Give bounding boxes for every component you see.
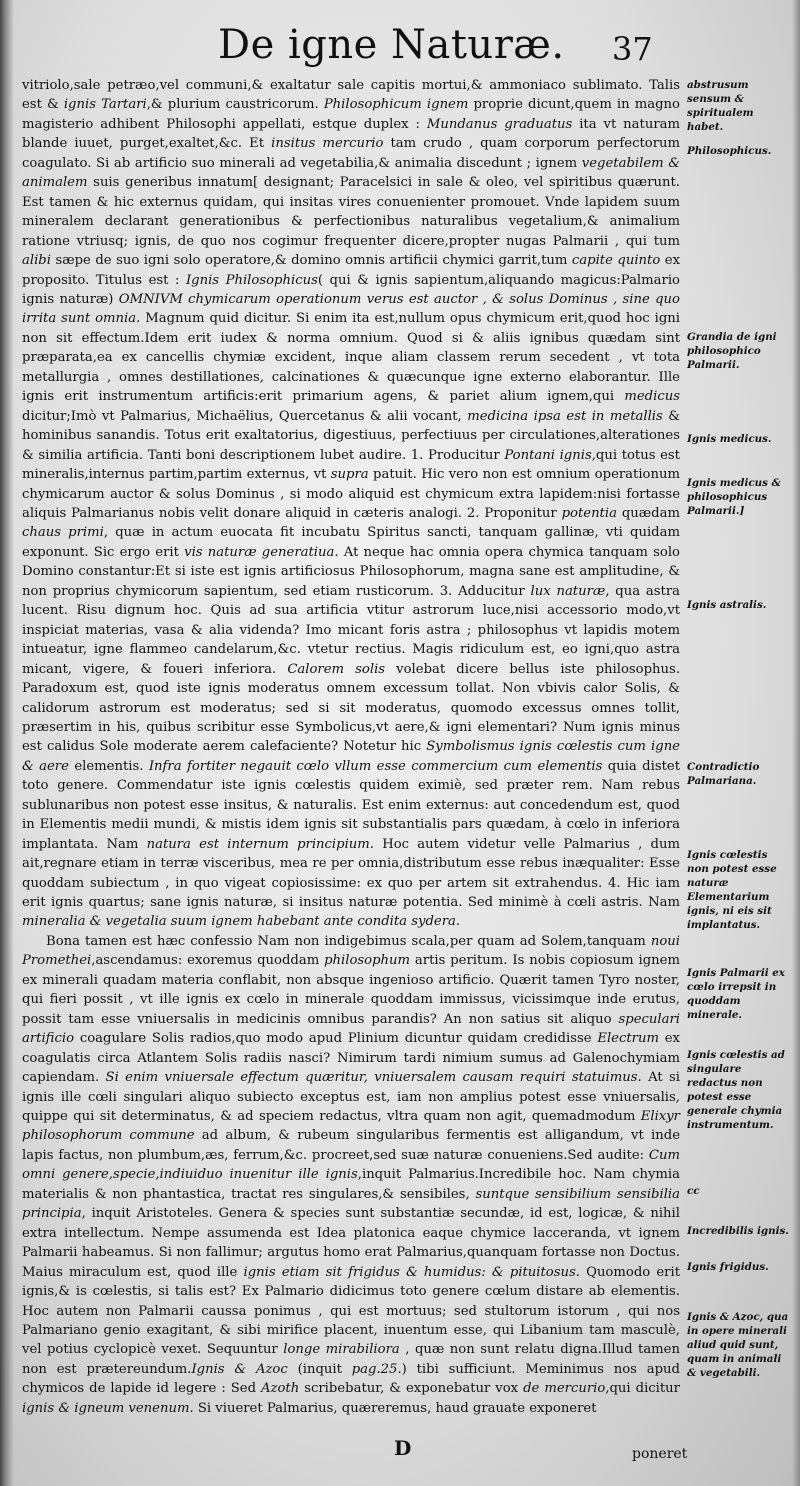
text-run: Bona tamen est hæc confessio Nam non indigebimus scala,per quam ad Solem,tanquam — [46, 933, 651, 949]
italic-run: Azoth — [261, 1381, 300, 1397]
text-run: ( qui & ignis sapientum,aliquando magicus:Palmario ignis naturæ) — [22, 272, 680, 307]
italic-run: Infra fortiter negauit cœlo vllum esse commercium cum elementis — [148, 758, 603, 774]
italic-run: suntque sensibilium sensibilia principia — [22, 1186, 680, 1222]
margin-note-contradictio: Contradictio Palmariana. — [687, 761, 760, 787]
text-run: ,inquit Palmarius.Incredibile hoc. Nam chymia materialis & non phantastica, tractat res singulares,& sensibiles, — [22, 1167, 680, 1202]
margin-note-ignis-astralis: Ignis astralis. — [687, 599, 767, 611]
italic-run: Mundanus graduatus — [426, 116, 573, 132]
text-run: , quæ in actum euocata fit incubatu Spiritus sancti, tanquam gallinæ, vti quidam exponunt. Sic ergo erit — [22, 525, 680, 560]
italic-run: ignis Tartari — [63, 97, 147, 113]
text-run: ,ascendamus: exoremus quoddam — [91, 953, 325, 969]
text-run: ,qui dicitur — [605, 1381, 680, 1397]
text-run: volebat dicere bellus iste philosophus. Paradoxum est, quod iste ignis moderatus omnem excessum tollat. Non vbivis calor Solis, & calidorum astrorum est moderatus; sed si sit moderatus, quomodo excessus omnes tollit, præsertim in his, quibus scribitur esse Symbolicus,vt aere,& igni elementari? Num ignis minus est calidus Sole moderate aerem calefaciente? Notetur hic — [22, 661, 681, 755]
italic-run: medicina ipsa est in metallis — [467, 408, 663, 424]
margin-note-incredibilis: Incredibilis ignis. — [687, 1225, 789, 1237]
italic-run: Philosophicum ignem — [323, 97, 469, 113]
text-run: Si viueret Palmarius, quæreremus, haud grauate exponeret — [193, 1400, 597, 1416]
margin-note-medicus-philosophicus: Ignis medicus & philosophicus Palmarii.] — [687, 477, 781, 517]
italic-run: philosophum — [324, 953, 411, 969]
binding-shadow — [0, 0, 14, 1486]
text-run: vitriolo,sale petræo,vel communi,& exaltatur sale capitis mortui,& ammoniaco sublimato. Talis est & — [22, 78, 680, 113]
italic-run: potentia — [561, 505, 617, 521]
margin-note-abstrusum: abstrusum sensum & spiritualem habet. — [687, 79, 754, 133]
text-run: (inquit — [287, 1361, 352, 1377]
margin-note-philosophicus: Philosophicus. — [687, 145, 772, 157]
text-run: Magnum quid dicitur. Si enim ita est,nullum opus chymicum erit,quod hoc igni non sit effectum.Idem erit iudex & norma omnium. Quod si & aliis ignibus quædam sint præparata,ea ex cancellis chymiæ excident, inque aliam classem rerum secedent , vt tota metallurgia , omnes destillationes, calcinationes & quæcunque igne externo elaborantur. Ille ignis erit instrumentum artificis:erit primarium agens, & pariet alium ignem,qui — [22, 311, 680, 405]
italic-run: Ignis & Azoc — [191, 1361, 288, 1377]
margin-note-ignis-medicus: Ignis medicus. — [687, 433, 772, 445]
margin-note-ignis-coelestis: Ignis cœlestis non potest esse naturæ Elementarium ignis, ni eis sit implantatus. — [687, 849, 777, 931]
italic-run: medicus — [624, 389, 680, 405]
italic-run: longe mirabiliora — [283, 1342, 400, 1358]
italic-run: Calorem solis — [287, 661, 386, 677]
text-run: Hoc autem videtur velle Palmarius , dum ait,regnare etiam in terræ visceribus, mea re per omnia,distributum esse rebus inæqualiter: Esse quoddam subiectum , in quo vigeat copiosissime: ex quo per artem sit extrahendus. 4. Hic iam erit ignis quartus; sane ignis naturæ, si insitus naturæ potentia. Sed minimè à cœli astris. Nam — [22, 836, 680, 911]
text-run: ,& plurium caustricorum. — [146, 97, 324, 113]
text-run: patuit. Hic vero non est omnium operationum chymicarum auctor & solus Dominus , si modo aliquid est chymicum extra lapidem:nisi fortasse aliquis Palmarianus nobis velit donare aliquid in cæteris analogi. 2. Proponitur — [22, 467, 680, 521]
italic-run: natura est internum principium. — [146, 836, 374, 852]
text-run: ad album, & rubeum singularibus fermentis est alligandum, vt inde lapis factus, non plumbum,æs, ferrum,&c. procreet,sed suæ naturæ conueniens.Sed audite: — [22, 1128, 680, 1163]
margin-note-cc: cc — [687, 1185, 700, 1197]
text-run: coagulare Solis radios,quo modo apud Plinium dicuntur quidam credidisse — [74, 1031, 598, 1047]
margin-note-ignis-palmarii: Ignis Palmarii ex cœlo irrepsit in quoddam minerale. — [687, 967, 785, 1021]
italic-run: OMNIVM chymicarum operationum verus est auctor , & solus Dominus , sine quo irrita sunt omnia. — [22, 291, 680, 327]
margin-note-azoc: Ignis & Azoc, qua in opere minerali aliud quid sunt, quam in animali & vegetabili. — [687, 1311, 789, 1379]
text-run: tam crudo , quam corporum perfectorum coagulato. Si ab artificio suo minerali ad vegetabilia,& animalia discedunt ; ignem — [22, 136, 681, 171]
italic-run: Ignis Philosophicus — [185, 272, 318, 288]
text-run: ex coagulatis circa Atlantem Solis radiis nasci? Nimirum tardi nimium sumus ad Galenochymiam capiendam. — [22, 1031, 680, 1086]
italic-run: Cum omni genere,specie,indiuiduo inuenitur ille ignis — [22, 1147, 680, 1183]
text-run: suis generibus innatum[ designant; Paracelsici in sale & oleo, vel spiritibus quærunt. Est tamen & hic externus quidam, qui insitas vires conuenienter promouet. Vnde lapidem suum mineralem declarant generationibus & perfectionibus naturalibus vegetalium,& animalium ratione vtriusq; ignis, de quo nos cogimur frequenter dicere,propter nugas Palmarii , qui tum — [22, 175, 680, 249]
italic-run: lux naturæ — [530, 583, 606, 599]
italic-run: noui Promethei — [22, 933, 680, 969]
text-run: dicitur;Imò vt Palmarius, Michaëlius, Quercetanus & alii vocant, — [22, 408, 468, 424]
text-run: proprie dicunt,quem in magno magisterio adhibent Philosophi appellati, estque duplex : — [22, 97, 680, 132]
text-run: & hominibus sanandis. Totus erit exaltatorius, digestiuus, perfectiuus per circulationes,alterationes & similia artificia. Tanti boni descriptionem lubet audire. 1. Producitur — [22, 408, 681, 463]
text-run: , quæ non sunt relatu digna.Illud tamen non est prætereundum. — [22, 1342, 680, 1377]
italic-run: insitus mercurio — [271, 136, 384, 152]
italic-run: mineralia & vegetalia suum ignem habebant ante condita sydera. — [22, 914, 461, 930]
page-edge-shadow — [792, 0, 800, 1486]
running-title: De igne Naturæ. — [218, 22, 565, 68]
text-run: At neque hac omnia opera chymica tanquam solo Domino constantur:Et si iste est ignis artificiosus Philosophorum, magna sane est amplitudine, & non proprius chymicorum sapientum, sed etiam rusticorum. 3. Adducitur — [22, 544, 680, 599]
italic-run: alibi — [22, 253, 51, 269]
italic-run: Pontani ignis — [504, 447, 592, 463]
italic-run: vis naturæ generatiua. — [184, 544, 339, 560]
text-run: elementis. — [68, 758, 149, 774]
italic-run: supra — [330, 467, 369, 483]
catchword: poneret — [632, 1446, 688, 1462]
margin-note-frigidus: Ignis frigidus. — [687, 1261, 769, 1273]
italic-run: vegetabilem & animalem — [22, 155, 681, 191]
paragraph-1 — [22, 76, 680, 932]
text-run: scribebatur, & exponebatur vox — [299, 1381, 524, 1397]
margin-note-grandia: Grandia de igni philosophico Palmarii. — [687, 331, 777, 371]
italic-run: de mercurio — [523, 1381, 606, 1397]
italic-run: pag.25. — [351, 1361, 402, 1377]
signature-mark: D — [394, 1436, 412, 1460]
text-run: At si ignis ille cœli singulari aliquo subiecto exceptus est, iam non amplius potest esse vniuersalis, quippe qui sit determinatus, & ad speciem redactus, vltra quam non agit, quemadmodum — [22, 1070, 680, 1125]
italic-run: Elixyr philosophorum commune — [22, 1109, 680, 1144]
text-run: quia distet toto genere. Commendatur iste ignis cœlestis quidem eximiè, sed præter rem. Nam rebus sublunaribus non potest esse insitus, & naturalis. Est enim externus: aut concedendum est, quod in Elementis medii mundi, & mistis idem ignis sit substantialis pars quædam, à cœlo in inferiora implantata. Nam — [22, 758, 680, 852]
text-run: quædam — [616, 505, 680, 521]
italic-run: Symbolismus ignis cœlestis cum igne & aere — [22, 739, 680, 774]
text-run: sæpe de suo igni solo operatore,& domino omnis artificii chymici garrit,tum — [50, 253, 572, 269]
text-run: Quomodo erit ignis,& is cœlestis, si talis est? Ex Palmario didicimus toto genere cœlum distare ab elementis. Hoc autem non Palmarii caussa ponimus , qui est mortuus; sed stultorum istorum , qui nos Palmariano genio exagitant, & sibi mirifice placent, inuentum esse, qui Libanium tam masculè, vel potius cyclopicè vexet. Sequuntur — [22, 1264, 680, 1358]
italic-run: Si enim vniuersale effectum quæritur, vniuersalem causam requiri statuimus. — [105, 1070, 642, 1086]
italic-run: capite quinto — [571, 253, 661, 269]
text-run: ,qui totus est mineralis,internus partim,partim externus, vt — [22, 447, 680, 483]
text-run: ex proposito. Titulus est : — [22, 253, 681, 288]
italic-run: speculari artificio — [22, 1011, 680, 1047]
text-run: , inquit Aristoteles. Genera & species sunt substantiæ secundæ, id est, logicæ, & nihil extra intellectum. Nempe assumenda est Idea platonica eaque chymice lacceranda, vt ignem Palmarii habeamus. Si non fallimur; argutus homo erat Palmarius,quanquam fortasse non Doctus. Maius miraculum est, quod ille — [22, 1206, 680, 1280]
main-text — [22, 76, 680, 1418]
text-run: artis peritum. Is nobis copiosum ignem ex minerali quadam materia conflabit, non absque ingenioso artificio. Quærit tamen Tyro noster, qui fieri possit , vt ille ignis ex cœlo in minerale quoddam immissus, vicissimque inde erutus, possit tam esse vniuersalis in medicinis omnibus parandis? An non satius sit aliquo — [22, 953, 680, 1027]
text-run: ) tibi sufficiunt. Meminimus nos apud chymicos de lapide id legere : Sed — [22, 1361, 680, 1397]
page-number: 37 — [612, 30, 653, 68]
paragraph-2 — [22, 932, 680, 1418]
text-run: ita vt naturam blande iuuet, purget,exaltet,&c. Et — [22, 116, 680, 152]
margin-note-singulare: Ignis cœlestis ad singulare redactus non potest esse generale chymia instrumentum. — [687, 1049, 785, 1131]
italic-run: ignis etiam sit frigidus & humidus: & pituitosus. — [243, 1264, 580, 1280]
italic-run: Electrum — [597, 1031, 659, 1047]
italic-run: chaus primi — [22, 525, 104, 541]
text-run: , qua astra lucent. Risu dignum hoc. Quis ad sua artificia vtitur astrorum luce,nisi accessorio modo,vt inspiciat materias, vasa & alia videnda? Imo micant foris astra ; philosophus vt lapidis motem intueatur, igne flammeo candelarum,&c. vtetur rectius. Magis ridiculum est, eo igni,quo astra micant, vigere, & foueri inferiora. — [22, 583, 680, 677]
italic-run: ignis & igneum venenum. — [22, 1400, 194, 1416]
